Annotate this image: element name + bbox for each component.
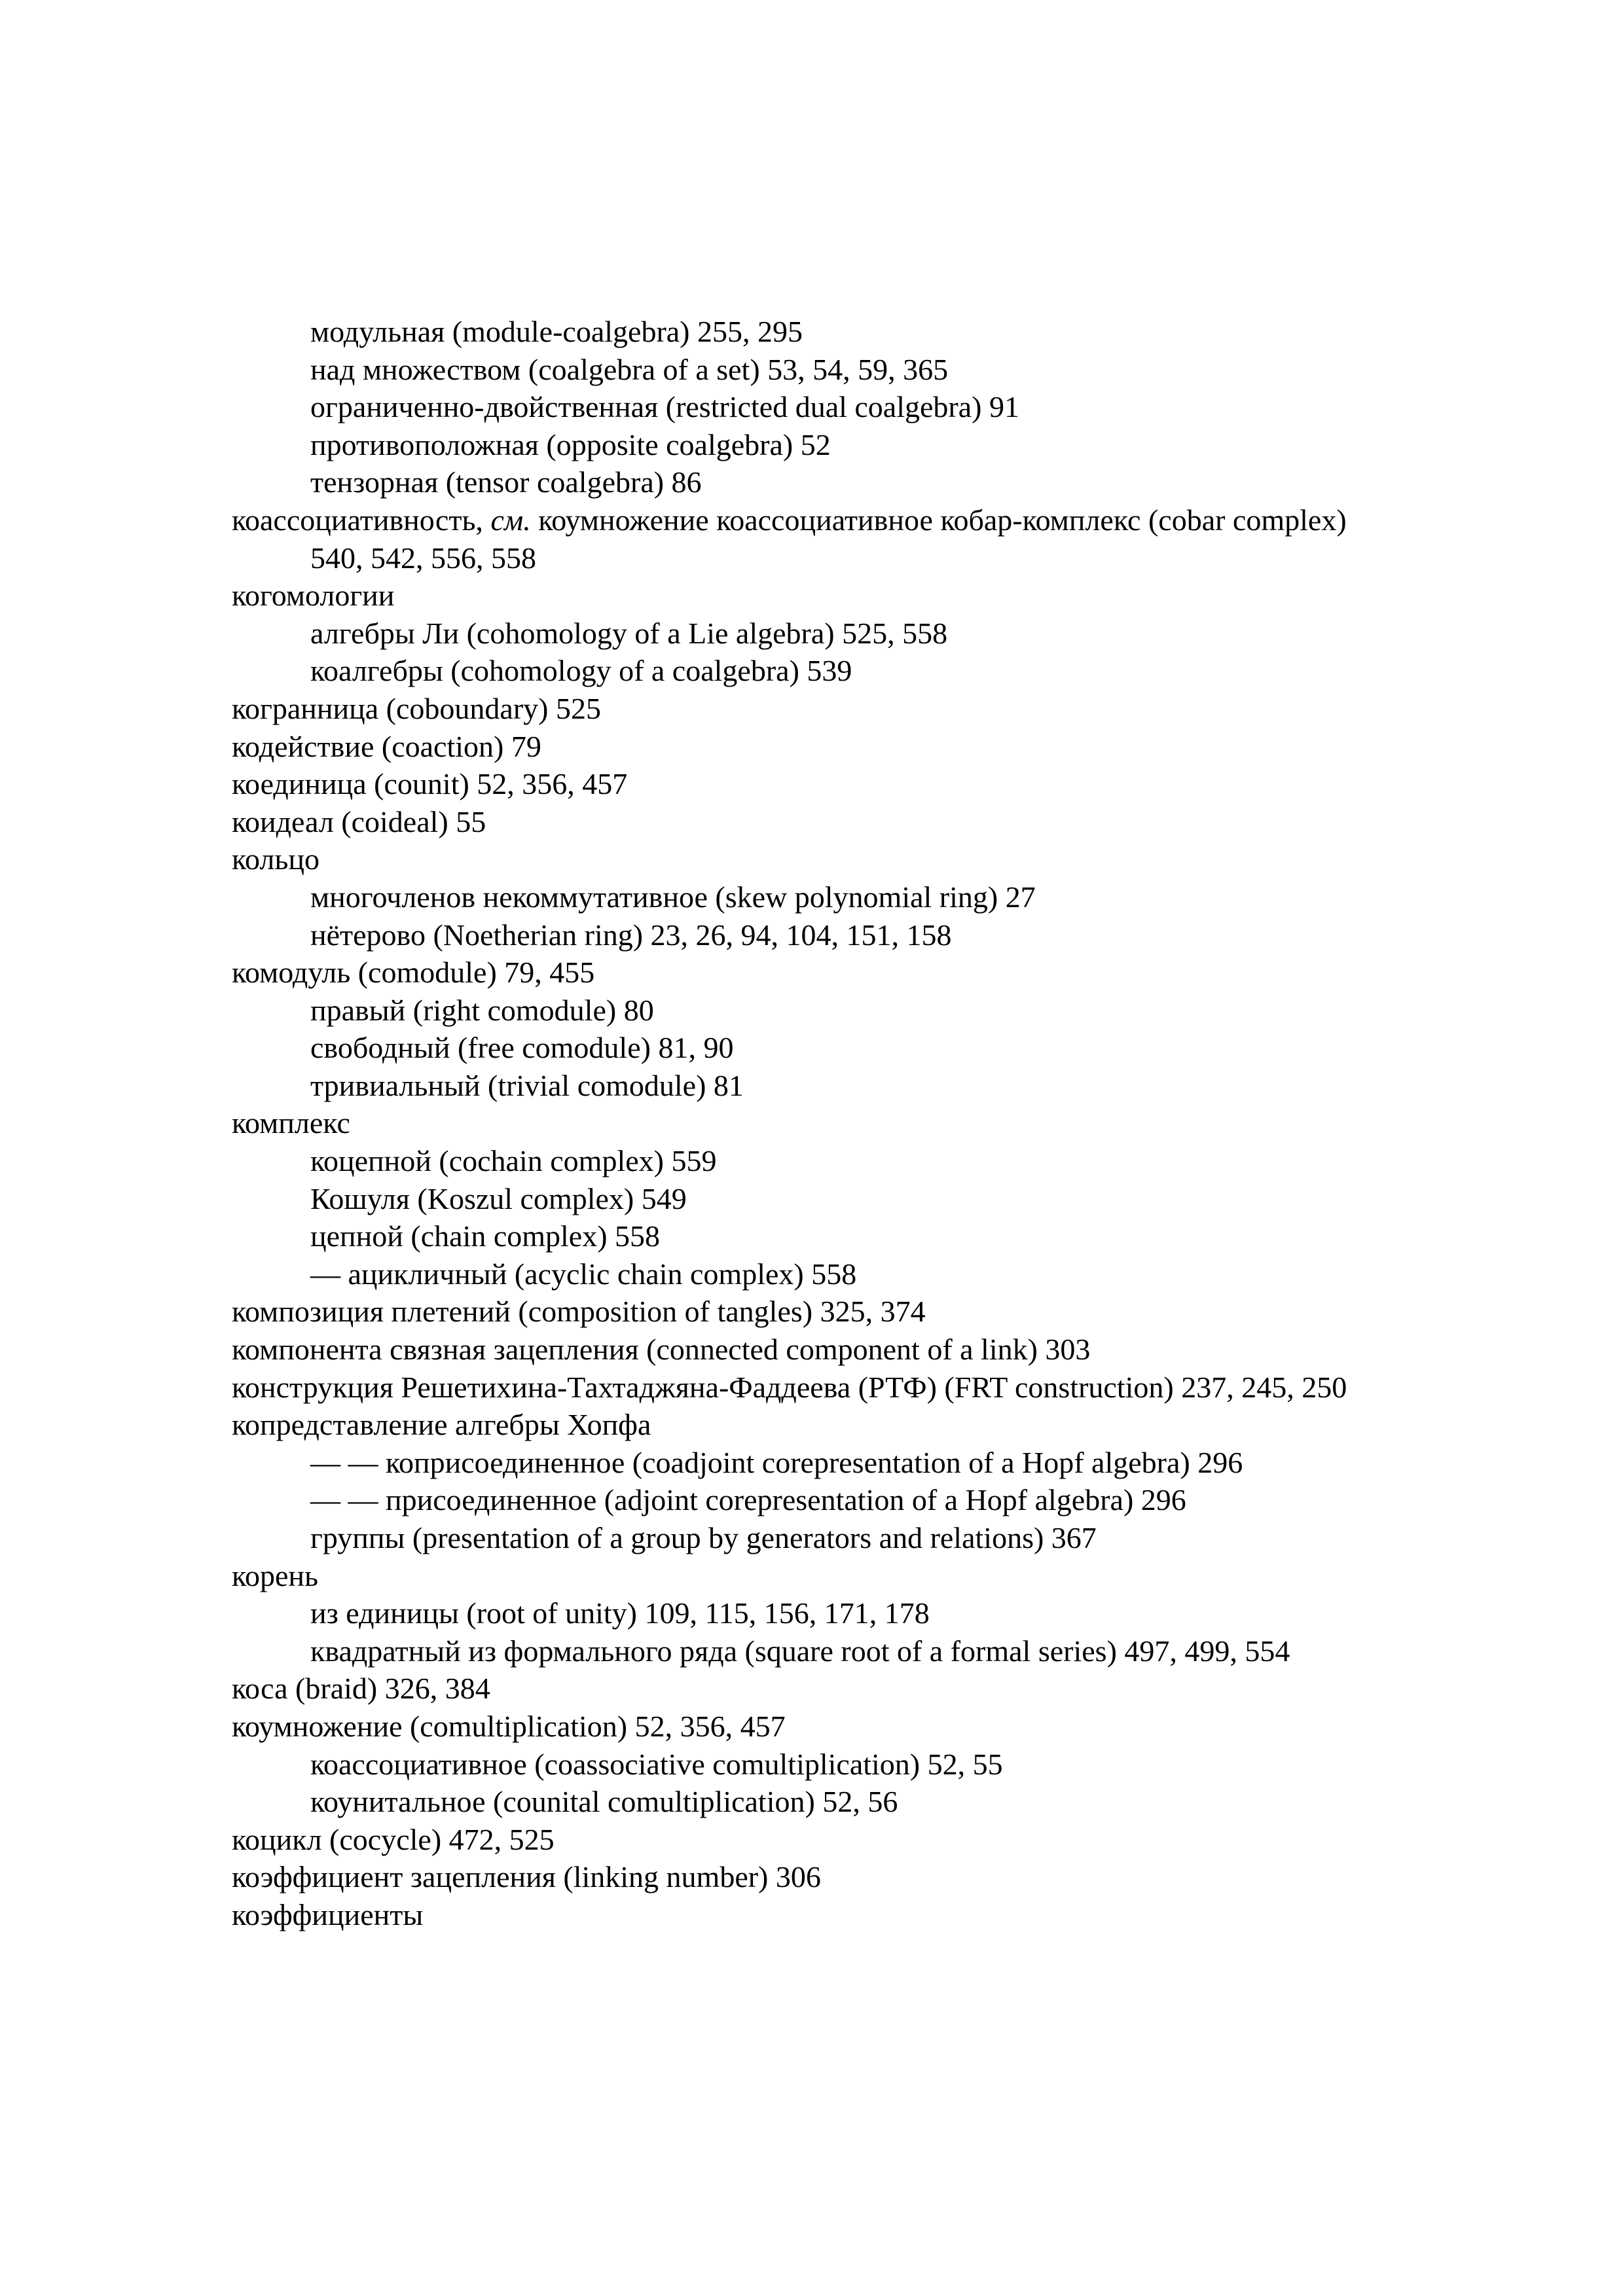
index-entry-text: коассоциативность, [232,503,491,537]
index-subentry: противоположная (opposite coalgebra) 52 [310,427,831,461]
index-entry: коцикл (cocycle) 472, 525 [232,1822,555,1856]
index-entry: комодуль (comodule) 79, 455 [232,956,595,990]
index-subentry: квадратный из формального ряда (square root of a formal series) 497, 499, 554 [310,1634,1290,1668]
index-subentry: тензорная (tensor coalgebra) 86 [310,465,702,499]
index-subentry: нётерово (Noetherian ring) 23, 26, 94, 104, 151, 158 [310,918,952,952]
index-entry-text: коумножение коассоциативное кобар-комплекс (cobar complex) 540, 542, 556, 558 [310,503,1347,575]
index-subentry: модульная (module-coalgebra) 255, 295 [310,315,803,348]
index-subentry: свободный (free comodule) 81, 90 [310,1031,734,1065]
index-entry: коэффициент зацепления (linking number) 306 [232,1860,821,1894]
index-entry: коэффициенты [232,1897,424,1931]
index-subentry: алгебры Ли (cohomology of a Lie algebra) 525, 558 [310,616,948,650]
index-entry: коидеал (coideal) 55 [232,804,486,838]
index-subentry: ограниченно-двойственная (restricted dual coalgebra) 91 [310,390,1019,424]
index-entry: коса (braid) 326, 384 [232,1672,490,1706]
index-entry: коединица (counit) 52, 356, 457 [232,767,628,801]
index-entry: компонента связная зацепления (connected component of a link) 303 [232,1333,1091,1367]
index-entry: коумножение (comultiplication) 52, 356, 457 [232,1709,786,1743]
index-subentry: коалгебры (cohomology of a coalgebra) 539 [310,654,852,688]
see-reference-marker: см. [490,503,531,537]
index-subentry: — — коприсоединенное (coadjoint corepresentation of a Hopf algebra) 296 [310,1445,1243,1479]
index-subentry: правый (right comodule) 80 [310,993,654,1027]
index-entry-cross-reference [232,501,1404,577]
index-page [232,313,1404,1934]
index-entry: кольцо [232,842,319,876]
index-subentry: тривиальный (trivial comodule) 81 [310,1068,744,1102]
index-subentry: из единицы (root of unity) 109, 115, 156, 171, 178 [310,1596,930,1630]
index-subentry: Кошуля (Koszul complex) 549 [310,1181,687,1215]
index-subentry: — — присоединенное (adjoint corepresentation of a Hopf algebra) 296 [310,1483,1186,1517]
index-entry: когранница (coboundary) 525 [232,691,601,725]
index-subentry: группы (presentation of a group by generators and relations) 367 [310,1521,1097,1554]
index-subentry: — ацикличный (acyclic chain complex) 558 [310,1257,857,1291]
index-entry: корень [232,1558,319,1592]
index-subentry: многочленов некоммутативное (skew polynomial ring) 27 [310,880,1036,914]
index-subentry: коцепной (cochain complex) 559 [310,1144,717,1178]
index-subentry: коунитальное (counital comultiplication) 52, 56 [310,1785,898,1819]
index-entry-wrapped: конструкция Решетихина-Тахтаджяна-Фаддеева (РТФ) (FRT construction) 237, 245, 250 [232,1370,1347,1404]
index-subentry: коассоциативное (coassociative comultiplication) 52, 55 [310,1747,1003,1781]
index-entry: когомологии [232,579,395,613]
index-entry: копредставление алгебры Хопфа [232,1408,651,1442]
index-subentry: цепной (chain complex) 558 [310,1219,661,1253]
index-entry: комплекс [232,1106,350,1140]
index-subentry: над множеством (coalgebra of a set) 53, 54, 59, 365 [310,352,949,386]
index-entry: кодействие (coaction) 79 [232,729,541,763]
index-entry: композиция плетений (composition of tangles) 325, 374 [232,1295,926,1329]
